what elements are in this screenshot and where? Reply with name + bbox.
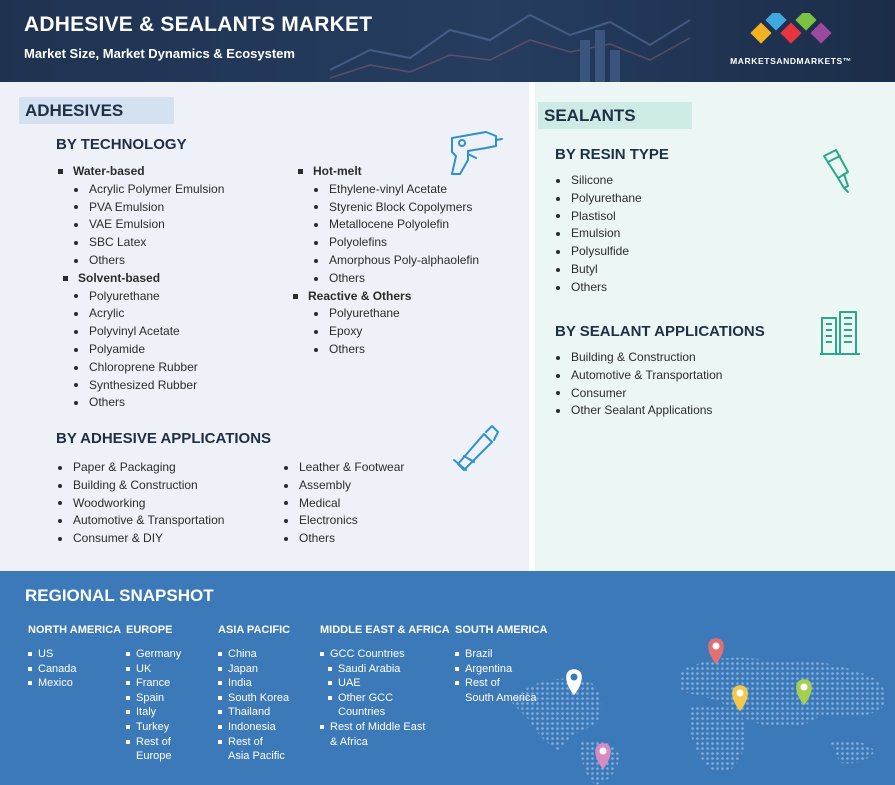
brand-logo xyxy=(716,13,866,69)
list-item: Mexico xyxy=(28,676,121,691)
list-item: Synthesized Rubber xyxy=(58,377,224,395)
list-item: Amorphous Poly-alphaolefin xyxy=(298,252,479,270)
north-america-heading: NORTH AMERICA xyxy=(28,624,122,636)
list-item: Indonesia xyxy=(218,720,290,735)
list-item: Others xyxy=(556,279,642,297)
list-item: PVA Emulsion xyxy=(58,199,224,217)
adhesive-applications-heading: BY ADHESIVE APPLICATIONS xyxy=(56,430,272,447)
hot-melt-list xyxy=(298,163,479,359)
list-item: & Africa xyxy=(330,735,368,748)
solvent-based-label: Solvent-based xyxy=(78,270,161,285)
list-item: Metallocene Polyolefin xyxy=(298,216,479,234)
list-item: Germany xyxy=(126,647,181,662)
list-item: Other Sealant Applications xyxy=(556,402,722,420)
list-item: Spain xyxy=(126,691,181,706)
list-item: Building & Construction xyxy=(556,349,722,367)
mea-column xyxy=(320,624,450,749)
north-america-column xyxy=(28,624,121,691)
list-item: Polyamide xyxy=(58,341,224,359)
list-item: SBC Latex xyxy=(58,234,224,252)
sealants-tag: SEALANTS xyxy=(538,102,692,129)
list-item: Turkey xyxy=(126,720,181,735)
list-item: Others xyxy=(58,252,224,270)
list-item: Polyvinyl Acetate xyxy=(58,323,224,341)
adhesive-applications-right-list xyxy=(284,459,404,548)
list-item: Automotive & Transportation xyxy=(556,367,722,385)
mea-heading: MIDDLE EAST & AFRICA xyxy=(320,624,450,636)
list-item: Building & Construction xyxy=(58,477,224,495)
sealant-applications-heading: BY SEALANT APPLICATIONS xyxy=(555,323,765,340)
list-item: Canada xyxy=(28,662,121,677)
list-item: Italy xyxy=(126,705,181,720)
water-based-label: Water-based xyxy=(73,164,145,178)
list-item: Chloroprene Rubber xyxy=(58,359,224,377)
list-item: Paper & Packaging xyxy=(58,459,224,477)
list-item: Japan xyxy=(218,662,290,677)
list-item: Polyurethane xyxy=(58,288,224,306)
glue-tube-icon xyxy=(450,420,502,472)
page-subtitle: Market Size, Market Dynamics & Ecosystem xyxy=(24,46,295,61)
logo-diamonds-icon xyxy=(716,13,866,55)
resin-type-heading: BY RESIN TYPE xyxy=(555,146,669,163)
list-item: Polyurethane xyxy=(298,305,479,323)
list-item: China xyxy=(218,647,290,662)
list-item: Leather & Footwear xyxy=(284,459,404,477)
list-item: Others xyxy=(58,394,224,412)
buildings-icon xyxy=(818,308,862,356)
list-item: Thailand xyxy=(218,705,290,720)
adhesive-applications-left-list xyxy=(58,459,224,548)
europe-column xyxy=(126,624,181,764)
page-title: ADHESIVE & SEALANTS MARKET xyxy=(24,13,373,36)
list-item: Europe xyxy=(136,750,172,763)
list-item: Rest of xyxy=(126,735,181,750)
list-item: Emulsion xyxy=(556,225,642,243)
list-item: Asia Pacific xyxy=(228,750,285,763)
list-item: Others xyxy=(298,341,479,359)
list-item: Consumer xyxy=(556,385,722,403)
list-item: Epoxy xyxy=(298,323,479,341)
list-item: Electronics xyxy=(284,512,404,530)
list-item: Countries xyxy=(338,706,386,719)
list-item: Plastisol xyxy=(556,208,642,226)
list-item: Polysulfide xyxy=(556,243,642,261)
list-item: South America xyxy=(465,691,537,704)
reactive-label: Reactive & Others xyxy=(308,288,412,303)
header-banner xyxy=(0,0,895,82)
list-item: Acrylic xyxy=(58,305,224,323)
list-item: Medical xyxy=(284,495,404,513)
list-item: Rest of Middle East xyxy=(320,720,450,735)
list-item: Woodworking xyxy=(58,495,224,513)
list-item: Assembly xyxy=(284,477,404,495)
europe-heading: EUROPE xyxy=(126,624,173,636)
hot-melt-label: Hot-melt xyxy=(313,164,362,178)
list-item: Other GCC xyxy=(320,691,450,706)
list-item: France xyxy=(126,676,181,691)
asia-pacific-column xyxy=(218,624,290,764)
list-item: Others xyxy=(284,530,404,548)
regional-title: REGIONAL SNAPSHOT xyxy=(25,586,214,605)
world-map-icon xyxy=(500,631,895,785)
list-item: Butyl xyxy=(556,261,642,279)
list-item: Others xyxy=(298,270,479,288)
asia-pacific-heading: ASIA PACIFIC xyxy=(218,624,291,636)
brand-name: MARKETSANDMARKETS™ xyxy=(730,56,852,66)
list-item: Rest of xyxy=(455,676,547,691)
south-america-column xyxy=(455,624,547,705)
list-item: Silicone xyxy=(556,172,642,190)
south-america-heading: SOUTH AMERICA xyxy=(455,624,548,636)
resin-type-list xyxy=(556,172,642,297)
list-item: UAE xyxy=(320,676,450,691)
sealant-bottle-icon xyxy=(818,146,858,194)
list-item: Ethylene-vinyl Acetate xyxy=(298,181,479,199)
adhesives-tag: ADHESIVES xyxy=(19,97,174,124)
water-based-list xyxy=(58,163,224,412)
list-item: UK xyxy=(126,662,181,677)
sealant-applications-list xyxy=(556,349,722,420)
list-item: Polyolefins xyxy=(298,234,479,252)
list-item: Polyurethane xyxy=(556,190,642,208)
list-item: South Korea xyxy=(218,691,290,706)
list-item: India xyxy=(218,676,290,691)
list-item: GCC Countries xyxy=(320,647,450,662)
list-item: Brazil xyxy=(455,647,547,662)
list-item: Acrylic Polymer Emulsion xyxy=(58,181,224,199)
list-item: VAE Emulsion xyxy=(58,216,224,234)
list-item: Styrenic Block Copolymers xyxy=(298,199,479,217)
chart-background-decoration xyxy=(330,0,710,82)
list-item: Consumer & DIY xyxy=(58,530,224,548)
regional-snapshot-section xyxy=(0,571,895,785)
list-item: Automotive & Transportation xyxy=(58,512,224,530)
technology-heading: BY TECHNOLOGY xyxy=(56,136,187,153)
list-item: Rest of xyxy=(218,735,290,750)
list-item: US xyxy=(28,647,121,662)
list-item: Argentina xyxy=(455,662,547,677)
list-item: Saudi Arabia xyxy=(320,662,450,677)
